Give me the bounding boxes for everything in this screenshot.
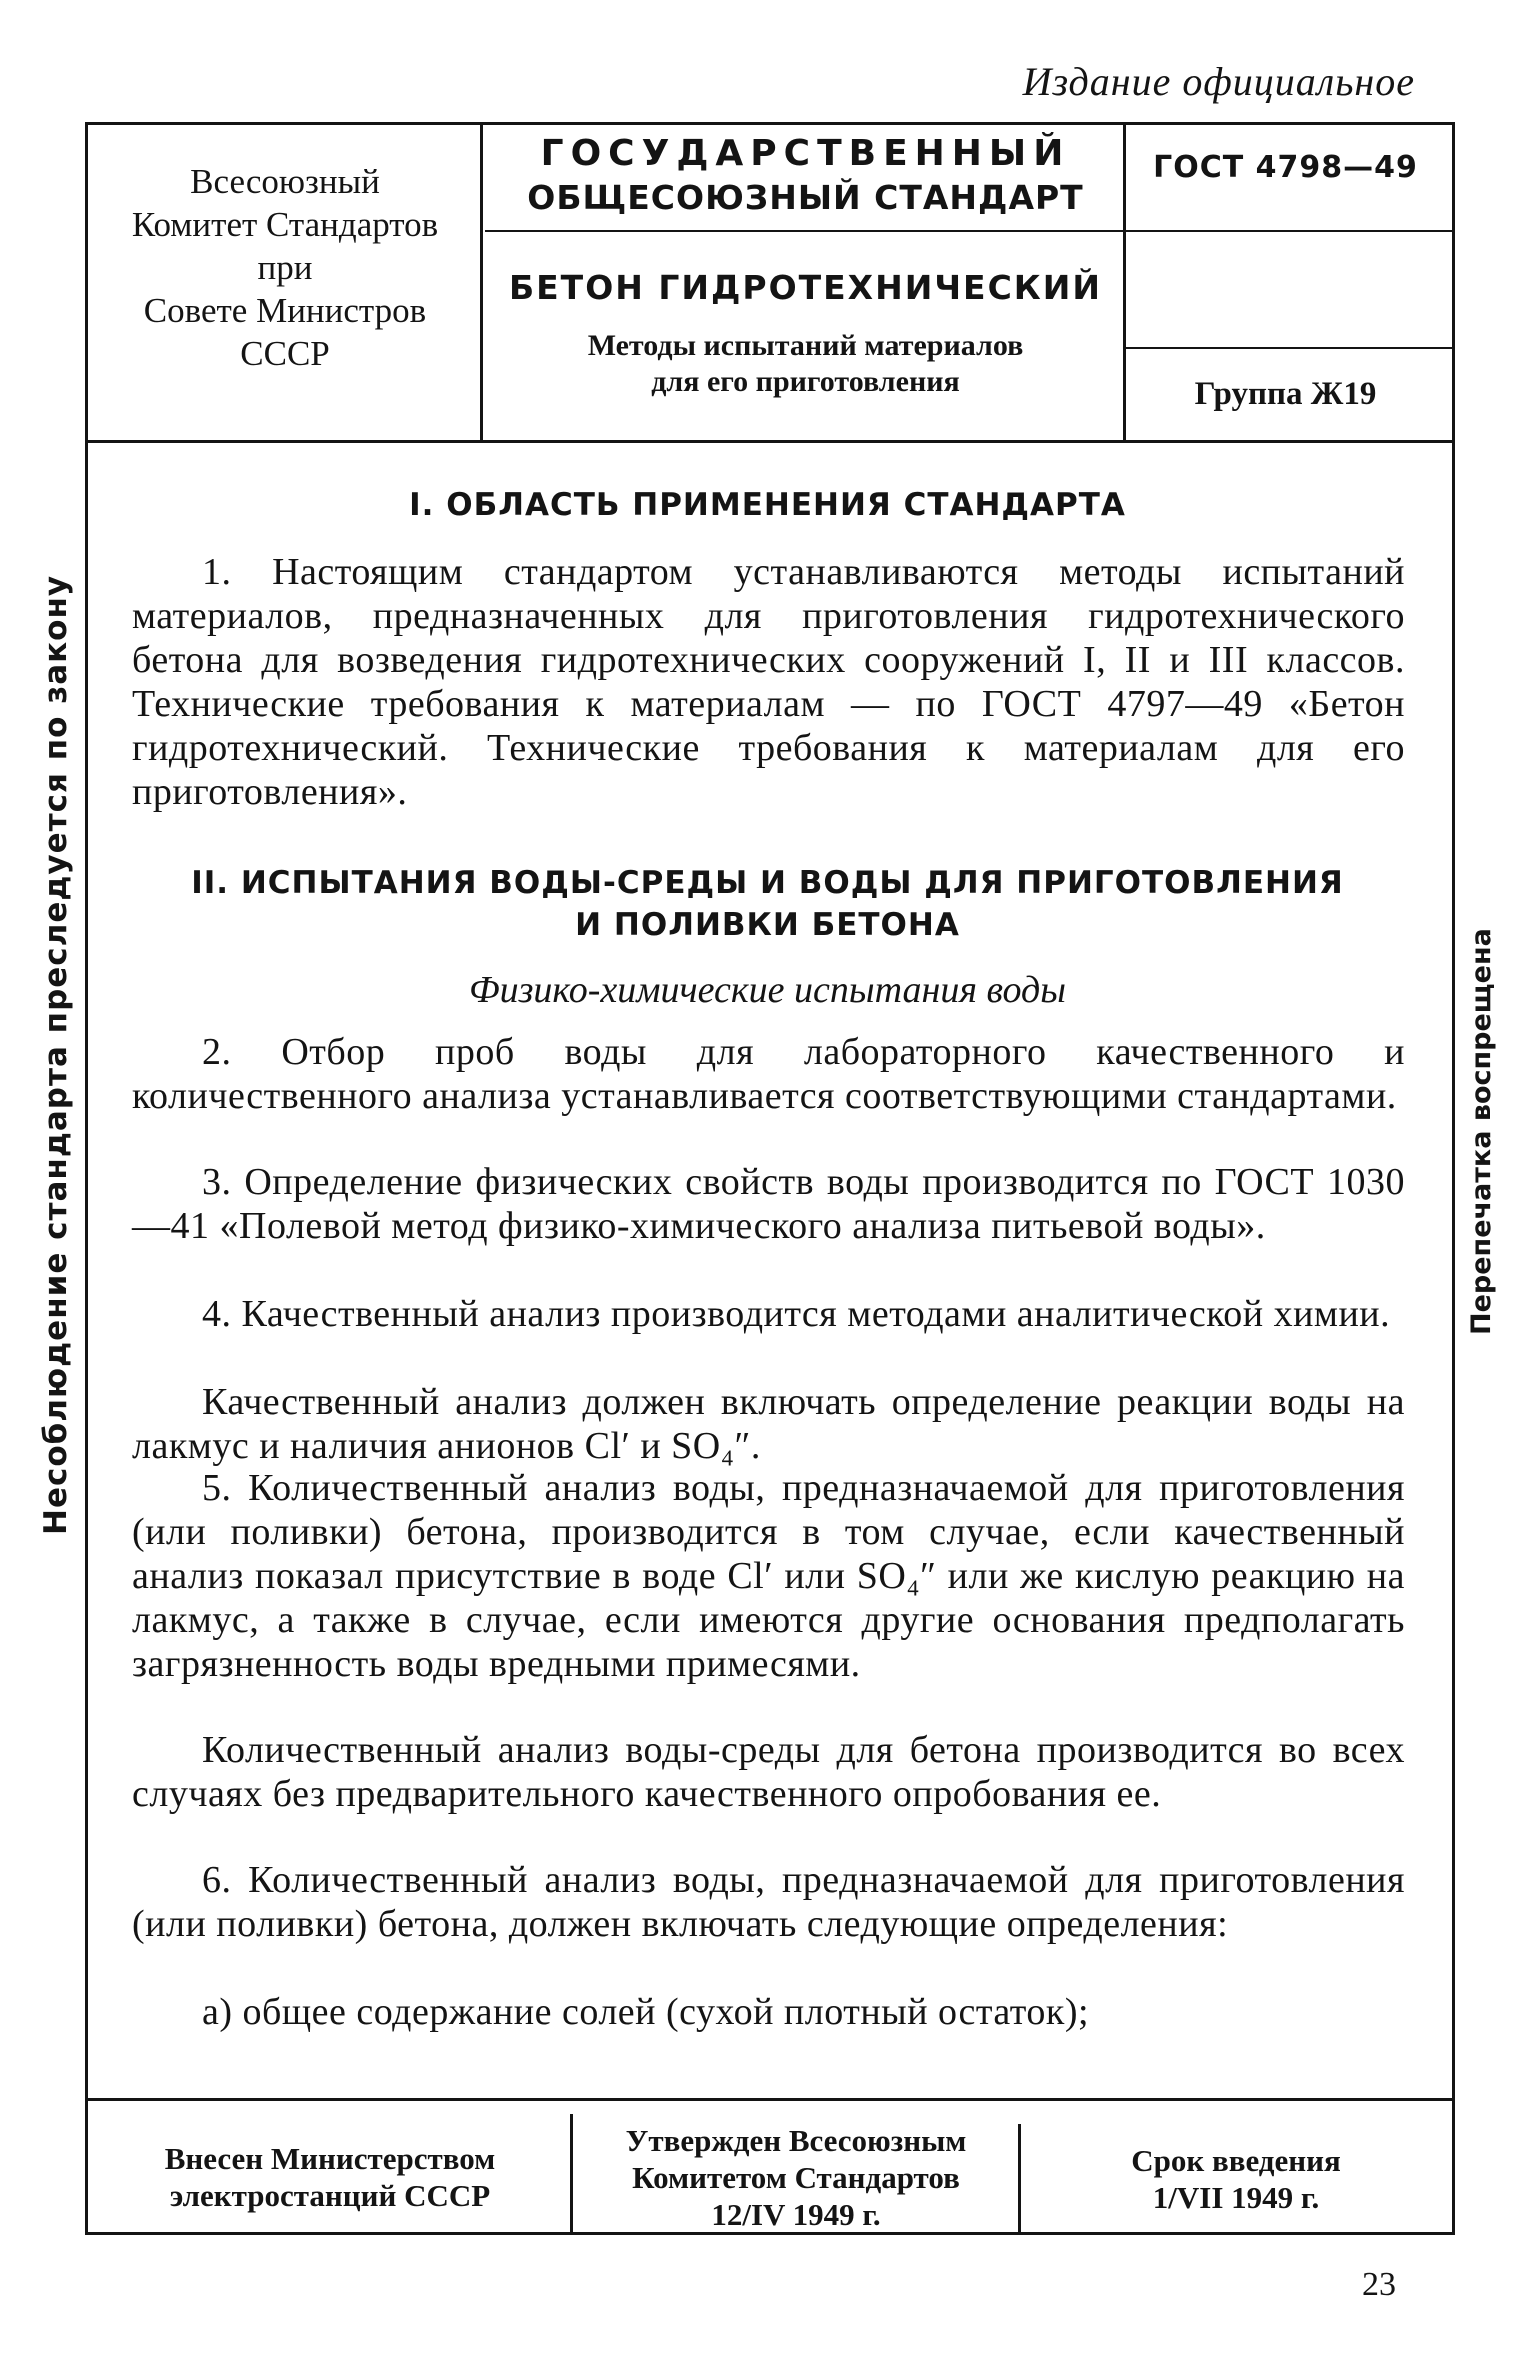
header-group-rule [1126,347,1452,349]
header-divider-2 [1123,122,1126,440]
effective-line1: Срок введения [1131,2143,1341,2178]
page-number: 23 [1362,2266,1396,2303]
standard-type-line1: ГОСУДАРСТВЕННЫЙ [540,133,1071,174]
standard-subtitle [488,328,1123,400]
paragraph-6: 6. Количественный анализ воды, предназначаемой для приготовления (или поливки) бетона, должен включать следующие определения: [132,1859,1405,1945]
committee-line: при [257,248,313,287]
section-1-heading: I. ОБЛАСТЬ ПРИМЕНЕНИЯ СТАНДАРТА [409,487,1126,523]
committee-line: Всесоюзный [190,162,380,201]
paragraph-4: 4. Качественный анализ производится методами аналитической химии. [202,1293,1391,1335]
edition-note: Издание официальное [1022,59,1415,104]
committee-line: Совете Министров [143,291,427,330]
standard-type [488,132,1123,220]
subtitle-line1: Методы испытаний материалов [587,329,1024,362]
introduced-by [95,2140,565,2214]
approved-line3: 12/IV 1949 г. [711,2197,881,2232]
footer-top-rule [85,2098,1455,2101]
paragraph-2: 2. Отбор проб воды для лабораторного качественного и количественного анализа устанавливается соответствующими стандартами. [132,1031,1405,1117]
footer-divider-2 [1018,2124,1021,2232]
section-2-heading-line1: II. ИСПЫТАНИЯ ВОДЫ-СРЕДЫ И ВОДЫ ДЛЯ ПРИГОТОВЛЕНИЯ [191,865,1344,901]
page-frame-left [85,122,88,2234]
introduced-line1: Внесен Министерством [164,2141,496,2176]
paragraph-3: 3. Определение физических свойств воды производится по ГОСТ 1030—41 «Полевой метод физико-химического анализа питьевой воды». [132,1161,1405,1247]
standard-type-line2: ОБЩЕСОЮЗНЫЙ СТАНДАРТ [527,178,1084,217]
header-divider-1 [480,122,483,440]
header-top-rule [85,122,1455,125]
gost-number: ГОСТ 4798—49 [1153,150,1418,185]
section-2-heading-line2: И ПОЛИВКИ БЕТОНА [575,907,960,943]
committee-line: СССР [240,334,330,373]
committee-line: Комитет Стандартов [131,205,439,244]
page-frame-right [1452,122,1455,2234]
introduced-line2: электростанций СССР [169,2178,491,2213]
header-mid-rule [485,230,1452,232]
paragraph-5: 5. Количественный анализ воды, предназначаемой для приготовления (или поливки) бетона, производится в том случае, если качественный анализ показал присутствие в воде Cl′ или SO₄″ или же кислую реакцию на лакмус, а также в случае, если имеются другие основания предполагать загрязненность воды вредными примесями. [132,1467,1405,1685]
effective-date [1026,2142,1446,2216]
committee-block [95,160,475,375]
approved-by [578,2122,1014,2233]
paragraph-5b: Количественный анализ воды-среды для бетона производится во всех случаях без предварительного качественного опробования ее. [132,1729,1405,1815]
group-code: Группа Ж19 [1194,376,1377,412]
footer-divider-1 [570,2114,573,2232]
approved-line2: Комитетом Стандартов [632,2160,960,2195]
effective-line2: 1/VII 1949 г. [1152,2180,1320,2215]
header-bottom-rule [85,440,1455,443]
section-2-heading [130,862,1405,946]
subtitle-line2: для его приготовления [651,365,960,398]
approved-line1: Утвержден Всесоюзным [625,2123,967,2158]
paragraph-4b: Качественный анализ должен включать определение реакции воды на лакмус и наличия анионов Cl′ и SO₄″. [132,1381,1405,1467]
paragraph-6a: а) общее содержание солей (сухой плотный остаток); [202,1991,1090,2033]
margin-note-right: Перепечатка воспрещена [1466,928,1497,1335]
paragraph-1: 1. Настоящим стандартом устанавливаются методы испытаний материалов, предназначенных для приготовления гидротехнического бетона для возведения гидротехнических сооружений I, II и III классов. Технические требования к материалам — по ГОСТ 4797—49 «Бетон гидротехнический. Технические требования к материалам для его приготовления». [132,551,1405,813]
standard-title: БЕТОН ГИДРОТЕХНИЧЕСКИЙ [508,268,1102,307]
margin-note-left: Несоблюдение стандарта преследуется по закону [38,574,74,1535]
section-2-subheading: Физико-химические испытания воды [469,969,1066,1011]
